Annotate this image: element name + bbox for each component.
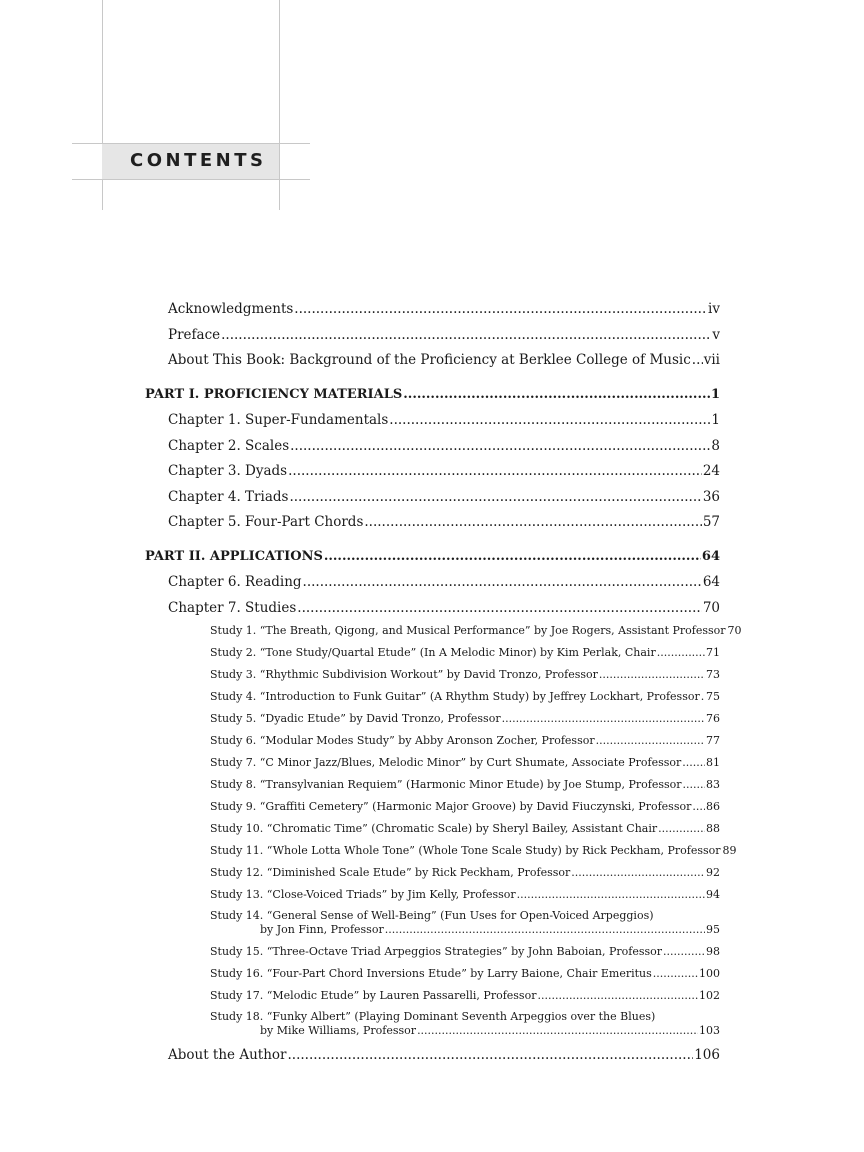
grid-line-top xyxy=(72,143,310,144)
toc-title: Chapter 1. Super-Fundamentals xyxy=(168,412,389,428)
toc-entry-study-10[interactable] xyxy=(210,822,720,835)
leader-dots xyxy=(364,514,701,530)
toc-title: Study 5. “Dyadic Etude” by David Tronzo, Professor xyxy=(210,712,501,725)
toc-entry-chapter-3[interactable] xyxy=(168,463,720,479)
toc-entry-about-the-author[interactable] xyxy=(168,1047,720,1063)
toc-title: Study 16. “Four-Part Chord Inversions Etude” by Larry Baione, Chair Emeritus xyxy=(210,967,652,980)
toc-title: Chapter 4. Triads xyxy=(168,489,289,505)
toc-page: 70 xyxy=(727,624,742,637)
toc-page: 71 xyxy=(706,646,720,659)
toc-title: Study 4. “Introduction to Funk Guitar” (A Rhythm Study) by Jeffrey Lockhart, Professor xyxy=(210,690,700,703)
toc-entry-study-18-line2[interactable] xyxy=(260,1024,720,1037)
toc-title: Study 11. “Whole Lotta Whole Tone” (Whole Tone Scale Study) by Rick Peckham, Professor xyxy=(210,844,721,857)
leader-dots xyxy=(417,1024,698,1037)
toc-title: About the Author xyxy=(168,1047,287,1063)
toc-page: 70 xyxy=(702,600,720,616)
toc-entry-study-7[interactable] xyxy=(210,756,720,769)
toc-page: 1 xyxy=(711,412,720,428)
leader-dots xyxy=(297,600,702,616)
toc-entry-preface[interactable] xyxy=(168,327,720,343)
leader-dots xyxy=(653,967,698,980)
toc-title: Chapter 2. Scales xyxy=(168,438,290,454)
toc-title: Study 17. “Melodic Etude” by Lauren Passarelli, Professor xyxy=(210,989,537,1002)
toc-page: 83 xyxy=(706,778,720,791)
leader-dots xyxy=(571,866,705,879)
toc-entry-chapter-1[interactable] xyxy=(168,412,720,428)
leader-dots xyxy=(517,888,705,901)
toc-page: 106 xyxy=(694,1047,720,1063)
toc-page: 94 xyxy=(706,888,720,901)
toc-page: 92 xyxy=(706,866,720,879)
toc-title: Study 12. “Diminished Scale Etude” by Rick Peckham, Professor xyxy=(210,866,571,879)
leader-dots xyxy=(287,1047,693,1063)
leader-dots xyxy=(682,756,705,769)
toc-page: vii xyxy=(703,352,720,368)
toc-page: 81 xyxy=(706,756,720,769)
toc-entry-study-8[interactable] xyxy=(210,778,720,791)
toc-page: v xyxy=(712,327,720,343)
leader-dots xyxy=(288,463,702,479)
toc-entry-chapter-5[interactable] xyxy=(168,514,720,530)
toc-entry-study-4[interactable] xyxy=(210,690,720,703)
toc-page: 86 xyxy=(706,800,720,813)
leader-dots xyxy=(537,989,698,1002)
toc-title: Study 10. “Chromatic Time” (Chromatic Scale) by Sheryl Bailey, Assistant Chair xyxy=(210,822,658,835)
toc-title: Study 2. “Tone Study/Quartal Etude” (In A Melodic Minor) by Kim Perlak, Chair xyxy=(210,646,656,659)
toc-title: Study 9. “Graffiti Cemetery” (Harmonic Major Groove) by David Fiuczynski, Professor xyxy=(210,800,692,813)
toc-page: 57 xyxy=(702,514,720,530)
toc-title: Chapter 5. Four-Part Chords xyxy=(168,514,364,530)
toc-page: 76 xyxy=(706,712,720,725)
leader-dots xyxy=(599,668,705,681)
toc-title: by Jon Finn, Professor xyxy=(260,923,384,936)
toc-title: PART I. PROFICIENCY MATERIALS xyxy=(145,387,403,402)
leader-dots xyxy=(294,301,707,317)
toc-entry-acknowledgments[interactable] xyxy=(168,301,720,317)
leader-dots xyxy=(657,646,705,659)
toc-title: Preface xyxy=(168,327,221,343)
toc-entry-chapter-6[interactable] xyxy=(168,574,720,590)
leader-dots xyxy=(596,734,705,747)
toc-entry-study-14-line2[interactable] xyxy=(260,923,720,936)
toc-page: 98 xyxy=(706,945,720,958)
leader-dots xyxy=(658,822,705,835)
toc-page: iv xyxy=(708,301,720,317)
toc-page: 100 xyxy=(699,967,720,980)
toc-title: Acknowledgments xyxy=(168,301,294,317)
toc-page: 102 xyxy=(699,989,720,1002)
toc-entry-study-9[interactable] xyxy=(210,800,720,813)
toc-title: Chapter 6. Reading xyxy=(168,574,302,590)
toc-entry-chapter-4[interactable] xyxy=(168,489,720,505)
toc-title: Study 6. “Modular Modes Study” by Abby Aronson Zocher, Professor xyxy=(210,734,595,747)
toc-entry-part-1[interactable] xyxy=(145,387,720,402)
toc-page: 64 xyxy=(701,549,720,564)
toc-entry-study-1[interactable] xyxy=(210,624,742,637)
toc-page: 95 xyxy=(706,923,720,936)
toc-page: 88 xyxy=(706,822,720,835)
toc-entry-study-5[interactable] xyxy=(210,712,720,725)
toc-title: About This Book: Background of the Proficiency at Berklee College of Music xyxy=(168,352,691,368)
leader-dots xyxy=(692,800,705,813)
toc-title: PART II. APPLICATIONS xyxy=(145,549,323,564)
toc-entry-study-18-line1[interactable]: Study 18. “Funky Albert” (Playing Dominant Seventh Arpeggios over the Blues) xyxy=(210,1010,656,1023)
toc-entry-study-3[interactable] xyxy=(210,668,720,681)
toc-entry-chapter-7[interactable] xyxy=(168,600,720,616)
toc-entry-chapter-2[interactable] xyxy=(168,438,720,454)
toc-page: 24 xyxy=(702,463,720,479)
leader-dots xyxy=(385,923,705,936)
leader-dots xyxy=(403,387,710,402)
toc-title: Study 8. “Transylvanian Requiem” (Harmonic Minor Etude) by Joe Stump, Professor xyxy=(210,778,682,791)
toc-entry-study-12[interactable] xyxy=(210,866,720,879)
leader-dots xyxy=(502,712,705,725)
leader-dots xyxy=(389,412,710,428)
toc-page: 77 xyxy=(706,734,720,747)
toc-page: 103 xyxy=(699,1024,720,1037)
toc-page: 89 xyxy=(722,844,737,857)
toc-entry-study-11[interactable] xyxy=(210,844,737,857)
leader-dots xyxy=(289,489,701,505)
grid-line-bottom xyxy=(72,179,310,180)
leader-dots xyxy=(290,438,710,454)
leader-dots xyxy=(692,352,703,368)
toc-entry-study-6[interactable] xyxy=(210,734,720,747)
toc-entry-study-16[interactable] xyxy=(210,967,720,980)
page-title: CONTENTS xyxy=(130,150,267,171)
toc-page: 64 xyxy=(702,574,720,590)
leader-dots xyxy=(683,778,706,791)
leader-dots xyxy=(663,945,705,958)
toc-entry-study-2[interactable] xyxy=(210,646,720,659)
leader-dots xyxy=(701,690,705,703)
toc-title: Study 7. “C Minor Jazz/Blues, Melodic Minor” by Curt Shumate, Associate Professor xyxy=(210,756,682,769)
toc-page: 8 xyxy=(711,438,720,454)
toc-page: 36 xyxy=(702,489,720,505)
toc-entry-about-this-book[interactable] xyxy=(168,352,720,368)
leader-dots xyxy=(221,327,711,343)
toc-title: by Mike Williams, Professor xyxy=(260,1024,417,1037)
toc-title: Chapter 3. Dyads xyxy=(168,463,288,479)
toc-page: 1 xyxy=(710,387,720,402)
toc-title: Study 13. “Close-Voiced Triads” by Jim Kelly, Professor xyxy=(210,888,516,901)
toc-entry-study-14-line1[interactable]: Study 14. “General Sense of Well-Being” (Fun Uses for Open-Voiced Arpeggios) xyxy=(210,909,654,922)
toc-entry-study-15[interactable] xyxy=(210,945,720,958)
leader-dots xyxy=(324,549,701,564)
toc-title: Study 15. “Three-Octave Triad Arpeggios Strategies” by John Baboian, Professor xyxy=(210,945,663,958)
leader-dots xyxy=(303,574,702,590)
toc-title: Chapter 7. Studies xyxy=(168,600,297,616)
toc-title: Study 3. “Rhythmic Subdivision Workout” by David Tronzo, Professor xyxy=(210,668,598,681)
toc-page: 73 xyxy=(706,668,720,681)
toc-page: 75 xyxy=(706,690,720,703)
toc-entry-part-2[interactable] xyxy=(145,549,720,564)
toc-entry-study-13[interactable] xyxy=(210,888,720,901)
toc-entry-study-17[interactable] xyxy=(210,989,720,1002)
toc-title: Study 1. “The Breath, Qigong, and Musical Performance” by Joe Rogers, Assistant Professor xyxy=(210,624,726,637)
